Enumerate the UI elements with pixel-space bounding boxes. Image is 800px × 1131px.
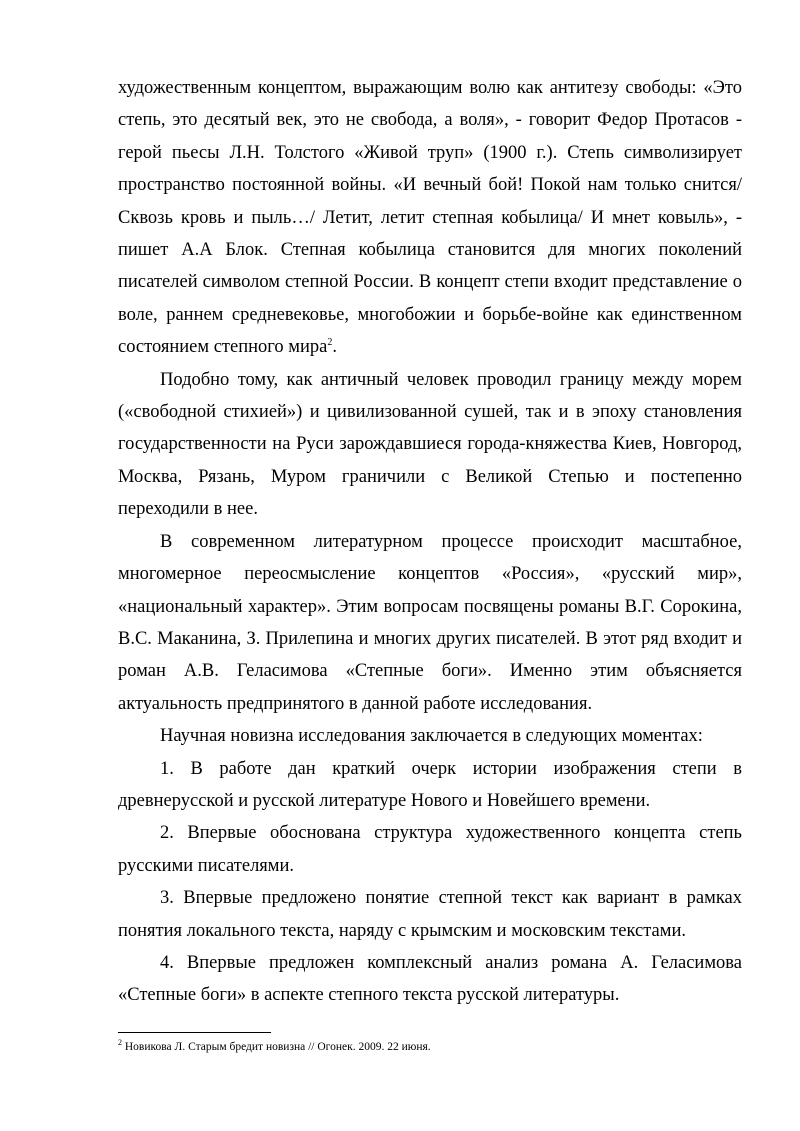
- paragraph-steppe-concept: художественным концептом, выражающим волю как антитезу свободы: «Это степь, это десятый век, это не свобода, а воля», - говорит Федор Протасов - герой пьесы Л.Н. Толстого «Живой труп» (1900 г.). Степь символизирует пространство постоянной войны. «И вечный бой! Покой нам только снится/ Сквозь кровь и пыль…/ Летит, летит степная кобылица/ И мнет ковыль», - пишет А.А Блок. Степная кобылица становится для многих поколений писателей символом степной России. В концепт степи входит представление о воле, раннем средневековье, многобожии и борьбе-войне как единственном состоянием степного мира$^2$.: [118, 78, 742, 358]
- footnote-number: 2: [118, 1038, 122, 1048]
- paragraph-modern-literature: В современном литературном процессе происходит масштабное, многомерное переосмысление концептов «Россия», «русский мир», «национальный характер». Этим вопросам посвящены романы В.Г. Сорокина, В.С. Маканина, З. Прилепина и многих других писателей. В этот ряд входит и роман А.В. Геласимова «Степные боги». Именно этим объясняется актуальность предпринятого в данной работе исследования.: [118, 531, 742, 714]
- list-item-novelty-2: 2. Впервые обоснована структура художественного концепта степь русскими писателями.: [118, 823, 742, 876]
- footnote: [118, 1040, 742, 1055]
- paragraph-antiquity-comparison: Подобно тому, как античный человек проводил границу между морем («свободной стихией») и цивилизованной сушей, так и в эпоху становления государственности на Руси зарождавшиеся города-княжества Киев, Новгород, Москва, Рязань, Муром граничили с Великой Степью и постепенно переходили в нее.: [118, 369, 742, 520]
- footnote-text: Новикова Л. Старым бредит новизна // Огонек. 2009. 22 июня.: [122, 1041, 431, 1053]
- list-item-novelty-1: 1. В работе дан краткий очерк истории изображения степи в древнерусской и русской литературе Нового и Новейшего времени.: [118, 758, 742, 811]
- paragraph-novelty-intro: Научная новизна исследования заключается в следующих моментах:: [160, 726, 703, 747]
- list-item-novelty-4: 4. Впервые предложен комплексный анализ романа А. Геласимова «Степные боги» в аспекте степного текста русской литературы.: [118, 952, 742, 1006]
- list-item-novelty-3: 3. Впервые предложено понятие степной текст как вариант в рамках понятия локального текста, наряду с крымским и московским текстами.: [118, 888, 742, 941]
- body-text: [118, 72, 742, 1012]
- footnote-ref: 2: [327, 337, 333, 349]
- footnote-divider: [118, 1032, 271, 1033]
